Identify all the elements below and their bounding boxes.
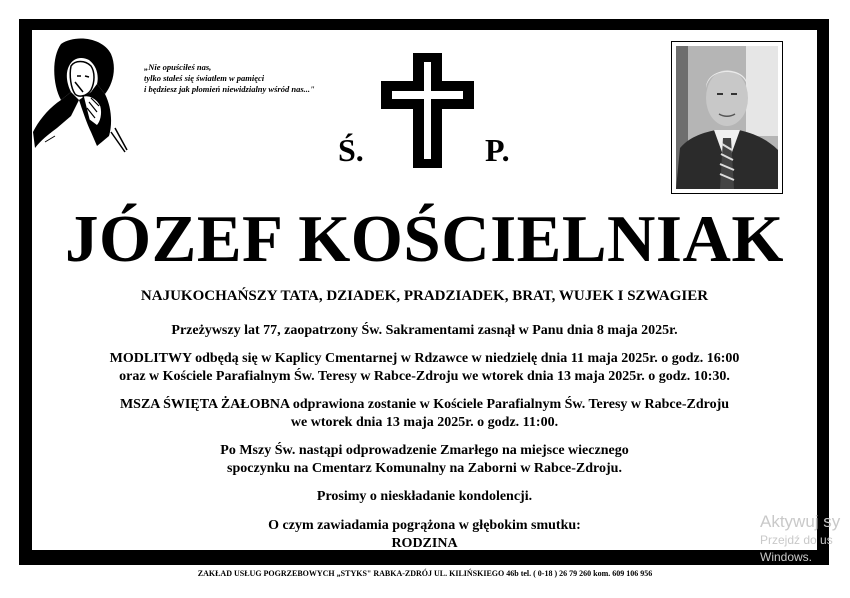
family-relations: NAJUKOCHAŃSZY TATA, DZIADEK, PRADZIADEK, BRAT, WUJEK I SZWAGIER xyxy=(140,288,709,304)
praying-jesus-illustration xyxy=(31,36,129,154)
cross-icon xyxy=(381,53,474,168)
deceased-name: JÓZEF KOŚCIELNIAK xyxy=(65,202,784,276)
procession-line-2: spoczynku na Cmentarz Komunalny na Zaborni w Rabce-Zdroju. xyxy=(227,461,622,476)
mass-line-2: we wtorek dnia 13 maja 2025r. o godz. 11:00. xyxy=(290,415,559,430)
memorial-quote xyxy=(144,62,364,95)
family-signature: RODZINA xyxy=(391,536,458,551)
sp-letter-right: P. xyxy=(485,132,510,168)
quote-line-3: i będziesz jak płomień niewidzialny wśród nas..." xyxy=(144,84,315,94)
death-notice-text: Przeżywszy lat 77, zaopatrzony Św. Sakramentami zasnął w Panu dnia 8 maja 2025r. xyxy=(171,323,678,338)
mass-line-1: MSZA ŚWIĘTA ŻAŁOBNA odprawiona zostanie w Kościele Parafialnym Św. Teresy w Rabce-Zdroju xyxy=(119,397,730,412)
portrait-image xyxy=(676,46,778,189)
family-notice: O czym zawiadamia pogrążona w głębokim smutku: xyxy=(268,518,581,533)
quote-line-1: „Nie opuściłeś nas, xyxy=(144,62,212,72)
watermark-line-2: Przejdź do us xyxy=(760,533,833,547)
procession-line-1: Po Mszy Św. nastąpi odprowadzenie Zmarłego na miejsce wiecznego xyxy=(220,443,629,458)
funeral-home-footer: ZAKŁAD USŁUG POGRZEBOWYCH „STYKS" RABKA-ZDRÓJ UL. KILIŃSKIEGO 46b tel. ( 0-18 ) 26 79 260 kom. 609 106 956 xyxy=(197,569,653,578)
sp-letter-left: Ś. xyxy=(338,132,364,168)
prayers-line-2: oraz w Kościele Parafialnym Św. Teresy w Rabce-Zdroju we wtorek dnia 13 maja 2025r. o godz. 10:30. xyxy=(119,369,730,384)
watermark-line-1: Aktywuj sy xyxy=(760,512,841,531)
windows-activation-watermark xyxy=(760,512,840,566)
condolences-request: Prosimy o nieskładanie kondolencji. xyxy=(316,489,533,504)
prayers-line-1: MODLITWY odbędą się w Kaplicy Cmentarnej w Rdzawce w niedzielę dnia 11 maja 2025r. o godz. 16:00 xyxy=(109,351,740,366)
deceased-photo xyxy=(671,41,783,194)
watermark-line-3: Windows. xyxy=(760,550,813,564)
quote-line-2: tylko stałeś się światłem w pamięci xyxy=(144,73,265,83)
